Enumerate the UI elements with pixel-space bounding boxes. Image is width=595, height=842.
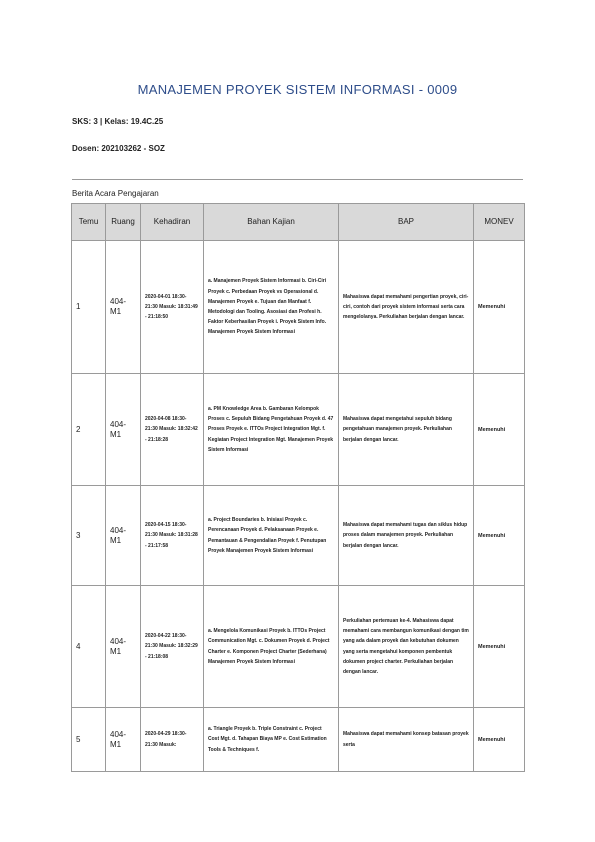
cell-monev: Memenuhi bbox=[474, 486, 525, 586]
cell-bahan-kajian: a. Mengelola Komunikasi Proyek b. ITTOs Project Communication Mgt. c. Dokumen Proyek d. Project Charter e. Komponen Project Charter (Sederhana) Manajemen Proyek Sistem Informasi bbox=[204, 586, 339, 708]
cell-ruang: 404-M1 bbox=[106, 586, 141, 708]
cell-ruang: 404-M1 bbox=[106, 486, 141, 586]
cell-ruang: 404-M1 bbox=[106, 241, 141, 374]
cell-kehadiran: 2020-04-01 18:30-21:30 Masuk: 18:31:49 - 21:18:50 bbox=[141, 241, 204, 374]
cell-ruang: 404-M1 bbox=[106, 374, 141, 486]
cell-monev: Memenuhi bbox=[474, 374, 525, 486]
document-title: MANAJEMEN PROYEK SISTEM INFORMASI - 0009 bbox=[137, 82, 458, 97]
cell-ruang: 404-M1 bbox=[106, 708, 141, 772]
cell-bap: Mahasiswa dapat memahami tugas dan siklus hidup proses dalam manajemen proyek. Perkuliahan berjalan dengan lancar. bbox=[339, 486, 474, 586]
cell-bap: Mahasiswa dapat mengetahui sepuluh bidang pengetahuan manajemen proyek. Perkuliahan berjalan dengan lancar. bbox=[339, 374, 474, 486]
cell-temu: 5 bbox=[72, 708, 106, 772]
cell-monev: Memenuhi bbox=[474, 241, 525, 374]
table-row bbox=[72, 586, 525, 708]
header-monev: MONEV bbox=[474, 204, 525, 241]
cell-bahan-kajian: a. Manajemen Proyek Sistem Informasi b. Ciri-Ciri Proyek c. Perbedaan Proyek vs Operasional d. Manajemen Proyek e. Tujuan dan Manfaat f. Metodologi dan Tooling. Asosiasi dan Profesi h. Faktor Keberhasilan Proyek i. Proyek Sistem Info. Manajemen Proyek Sistem Informasi bbox=[204, 241, 339, 374]
cell-kehadiran: 2020-04-22 18:30-21:30 Masuk: 18:32:29 - 21:18:08 bbox=[141, 586, 204, 708]
cell-bahan-kajian: a. Project Boundaries b. Inisiasi Proyek c. Perencanaan Proyek d. Pelaksanaan Proyek e. Pemantauan & Pengendalian Proyek f. Penutupan Proyek Manajemen Proyek Sistem Informasi bbox=[204, 486, 339, 586]
cell-bap: Mahasiswa dapat memahami pengertian proyek, ciri-ciri, contoh dari proyek sistem informasi serta cara mengelolanya. Perkuliahan berjalan dengan lancar. bbox=[339, 241, 474, 374]
header-temu: Temu bbox=[72, 204, 106, 241]
dosen-info: Dosen: 202103262 - SOZ bbox=[72, 144, 165, 153]
cell-temu: 4 bbox=[72, 586, 106, 708]
table-row bbox=[72, 708, 525, 772]
cell-temu: 1 bbox=[72, 241, 106, 374]
cell-temu: 2 bbox=[72, 374, 106, 486]
section-title: Berita Acara Pengajaran bbox=[72, 189, 159, 198]
cell-bahan-kajian: a. PM Knowledge Area b. Gambaran Kelompok Proses c. Sepuluh Bidang Pengetahuan Proyek d. 47 Proses Proyek e. ITTOs Project Integration Mgt. f. Kegiatan Project Integration Mgt. Manajemen Proyek Sistem Informasi bbox=[204, 374, 339, 486]
cell-kehadiran: 2020-04-29 18:30-21:30 Masuk: bbox=[141, 708, 204, 772]
cell-kehadiran: 2020-04-08 18:30-21:30 Masuk: 18:32:42 - 21:18:28 bbox=[141, 374, 204, 486]
header-bahan-kajian: Bahan Kajian bbox=[204, 204, 339, 241]
header-ruang: Ruang bbox=[106, 204, 141, 241]
sks-kelas-info: SKS: 3 | Kelas: 19.4C.25 bbox=[72, 117, 164, 126]
header-kehadiran: Kehadiran bbox=[141, 204, 204, 241]
cell-bap: Mahasiswa dapat memahami konsep batasan proyek serta bbox=[339, 708, 474, 772]
table-row bbox=[72, 241, 525, 374]
header-bap: BAP bbox=[339, 204, 474, 241]
cell-bahan-kajian: a. Triangle Proyek b. Triple Constraint c. Project Cost Mgt. d. Tahapan Biaya MP e. Cost Estimation Tools & Techniques f. bbox=[204, 708, 339, 772]
table-header-row bbox=[72, 204, 525, 241]
table-row bbox=[72, 374, 525, 486]
cell-kehadiran: 2020-04-15 18:30-21:30 Masuk: 18:31:28 - 21:17:58 bbox=[141, 486, 204, 586]
cell-monev: Memenuhi bbox=[474, 708, 525, 772]
divider bbox=[72, 179, 523, 180]
bap-table bbox=[71, 203, 525, 772]
cell-monev: Memenuhi bbox=[474, 586, 525, 708]
table-row bbox=[72, 486, 525, 586]
cell-bap: Perkuliahan pertemuan ke-4. Mahasiswa dapat memahami cara membangun komunikasi dengan tim yang ada dalam proyek dan kebutuhan dokumen yang serta mengetahui komponen pembentuk dokumen project charter. Perkuliahan berjalan dengan lancar. bbox=[339, 586, 474, 708]
cell-temu: 3 bbox=[72, 486, 106, 586]
